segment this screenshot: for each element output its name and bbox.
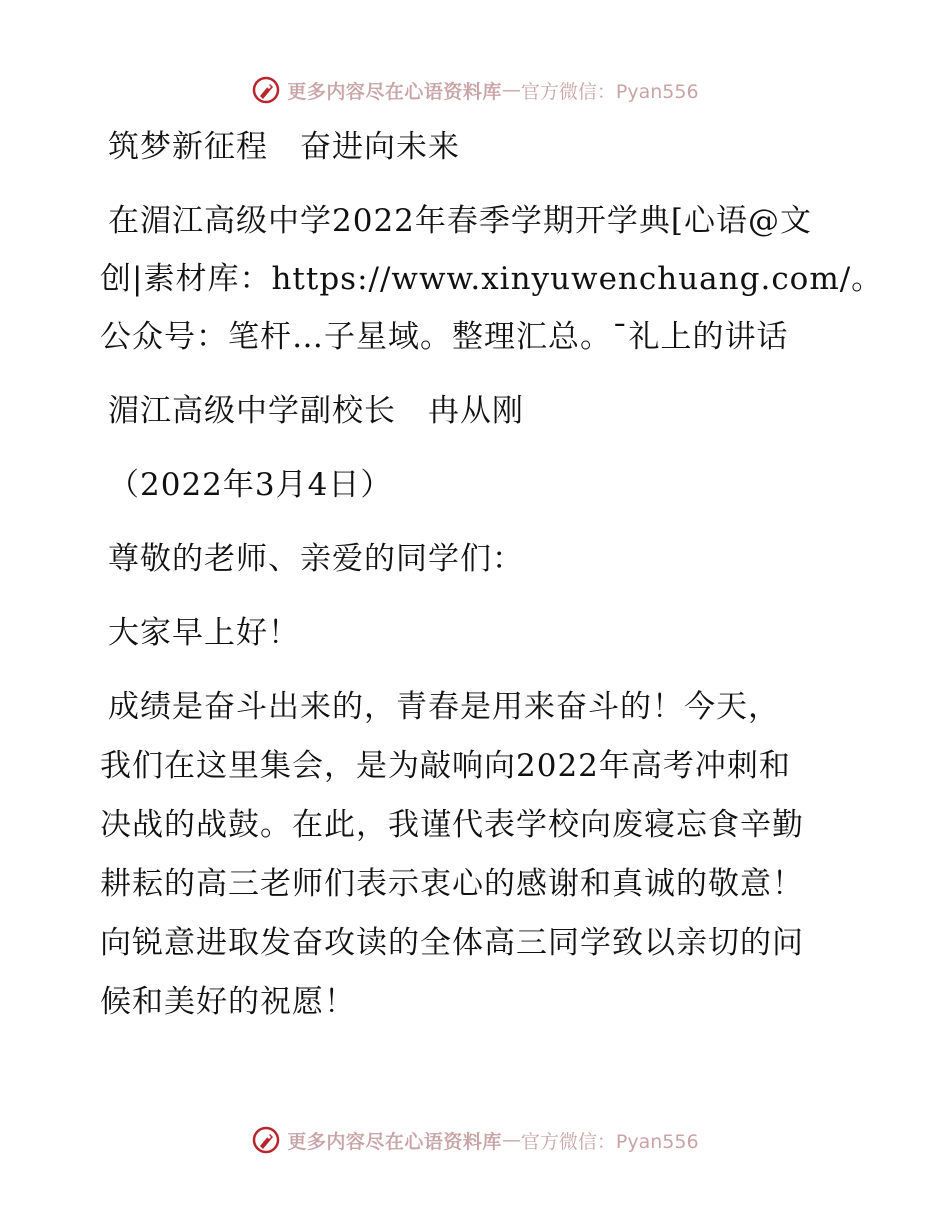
footer-site-text: 更多内容尽在心语资料库 — [287, 1130, 502, 1153]
pen-nib-logo-icon — [251, 75, 281, 105]
subtitle-line-3: 公众号：笔杆…子星域。整理汇总。¯礼上的讲话 — [100, 319, 789, 355]
header-banner — [0, 70, 950, 110]
subtitle-line-2: 创|素材库：https://www.xinyuwenchuang.com/。 — [100, 261, 884, 297]
date-line: （2022年3月4日） — [108, 467, 393, 503]
paragraph-line-4: 耕耘的高三老师们表示衷心的感谢和真诚的敬意！ — [100, 866, 804, 902]
author-line: 湄江高级中学副校长 冉从刚 — [108, 393, 524, 429]
header-site-text: 更多内容尽在心语资料库 — [287, 80, 502, 103]
header-contact-text: 官方微信：Pyan556 — [520, 80, 699, 103]
header-separator: — — [501, 79, 521, 101]
subtitle-line-1: 在湄江高级中学2022年春季学期开学典[心语@文 — [108, 203, 812, 239]
paragraph-line-1: 成绩是奋斗出来的，青春是用来奋斗的！今天， — [108, 689, 780, 725]
paragraph-line-5: 向锐意进取发奋攻读的全体高三同学致以亲切的问 — [100, 925, 804, 961]
paragraph-line-3: 决战的战鼓。在此，我谨代表学校向废寝忘食辛勤 — [100, 807, 804, 843]
pen-nib-logo-icon — [251, 1125, 281, 1155]
salutation-line: 尊敬的老师、亲爱的同学们： — [108, 541, 524, 577]
footer-separator: — — [501, 1129, 521, 1151]
paragraph-line-6: 候和美好的祝愿！ — [100, 984, 356, 1020]
footer-contact-text: 官方微信：Pyan556 — [520, 1130, 699, 1153]
footer-banner — [0, 1120, 950, 1160]
document-title: 筑梦新征程 奋进向未来 — [108, 129, 460, 165]
paragraph-line-2: 我们在这里集会，是为敲响向2022年高考冲刺和 — [100, 748, 791, 784]
greeting-line: 大家早上好！ — [108, 615, 300, 651]
